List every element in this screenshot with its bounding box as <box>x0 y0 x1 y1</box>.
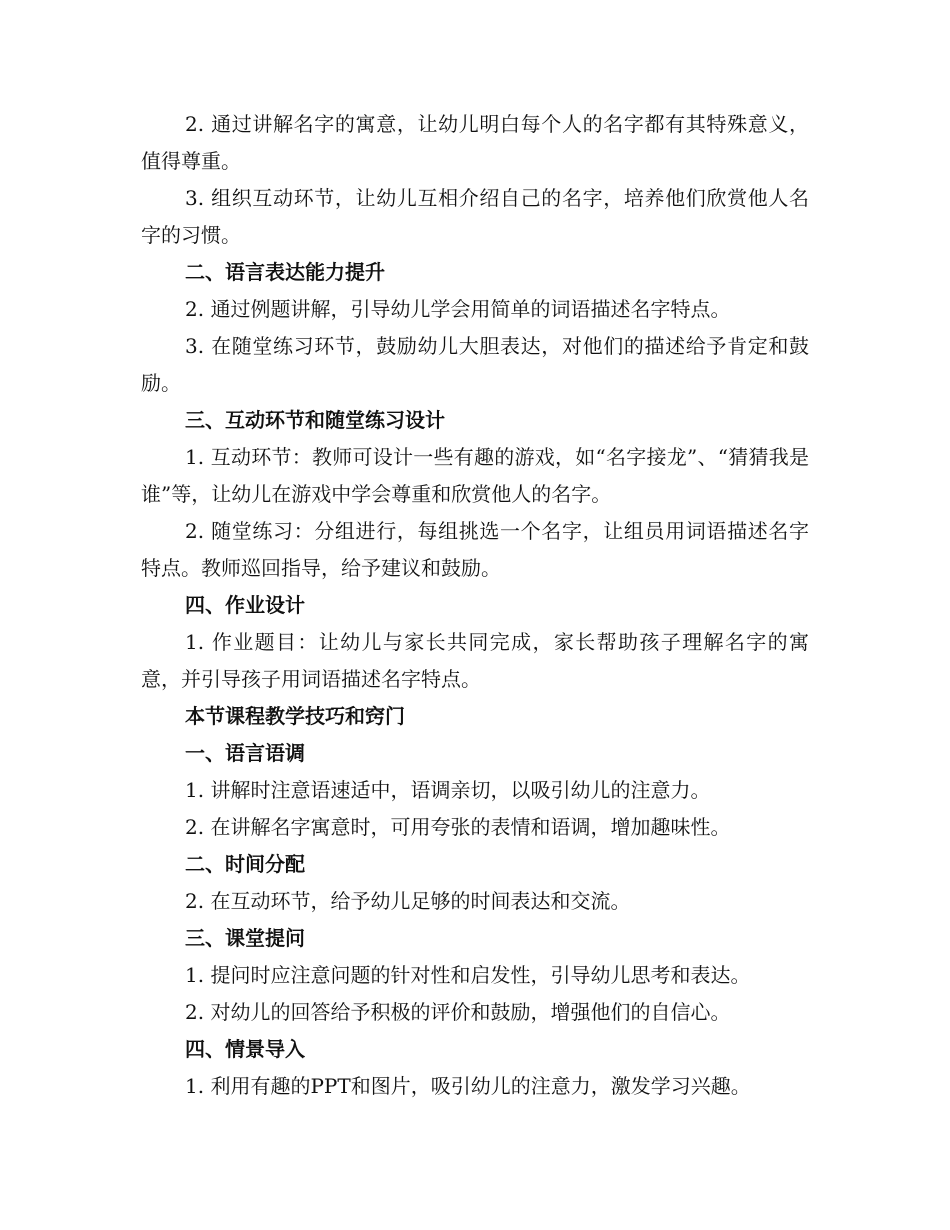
paragraph: 2. 通过例题讲解，引导幼儿学会用简单的词语描述名字特点。 <box>185 297 731 321</box>
paragraph: 3. 在随堂练习环节，鼓励幼儿大胆表达，对他们的描述给予肯定和鼓励。 <box>141 334 809 395</box>
document-body <box>141 106 809 1105</box>
paragraph: 2. 通过讲解名字的寓意，让幼儿明白每个人的名字都有其特殊意义，值得尊重。 <box>141 112 809 173</box>
paragraph: 2. 在互动环节，给予幼儿足够的时间表达和交流。 <box>185 889 631 913</box>
paragraph: 1. 提问时应注意问题的针对性和启发性，引导幼儿思考和表达。 <box>185 963 751 987</box>
section-heading: 二、时间分配 <box>185 852 305 876</box>
section-heading: 一、语言语调 <box>185 741 305 765</box>
paragraph: 1. 互动环节：教师可设计一些有趣的游戏，如“名字接龙”、“猜猜我是谁”等，让幼儿在游戏中学会尊重和欣赏他人的名字。 <box>141 445 809 506</box>
paragraph: 3. 组织互动环节，让幼儿互相介绍自己的名字，培养他们欣赏他人名字的习惯。 <box>141 186 809 247</box>
section-heading: 三、课堂提问 <box>185 926 305 950</box>
paragraph: 1. 利用有趣的PPT和图片，吸引幼儿的注意力，激发学习兴趣。 <box>185 1074 751 1098</box>
section-heading: 四、作业设计 <box>185 593 305 617</box>
chapter-heading: 本节课程教学技巧和窍门 <box>185 704 405 728</box>
paragraph: 1. 讲解时注意语速适中，语调亲切，以吸引幼儿的注意力。 <box>185 778 711 802</box>
section-heading: 二、语言表达能力提升 <box>185 260 385 284</box>
paragraph: 2. 在讲解名字寓意时，可用夸张的表情和语调，增加趣味性。 <box>185 815 731 839</box>
section-heading: 四、情景导入 <box>185 1037 305 1061</box>
paragraph: 2. 对幼儿的回答给予积极的评价和鼓励，增强他们的自信心。 <box>185 1000 731 1024</box>
paragraph: 1. 作业题目：让幼儿与家长共同完成，家长帮助孩子理解名字的寓意，并引导孩子用词语描述名字特点。 <box>141 630 809 691</box>
section-heading: 三、互动环节和随堂练习设计 <box>185 408 445 432</box>
paragraph: 2. 随堂练习：分组进行，每组挑选一个名字，让组员用词语描述名字特点。教师巡回指导，给予建议和鼓励。 <box>141 519 809 580</box>
